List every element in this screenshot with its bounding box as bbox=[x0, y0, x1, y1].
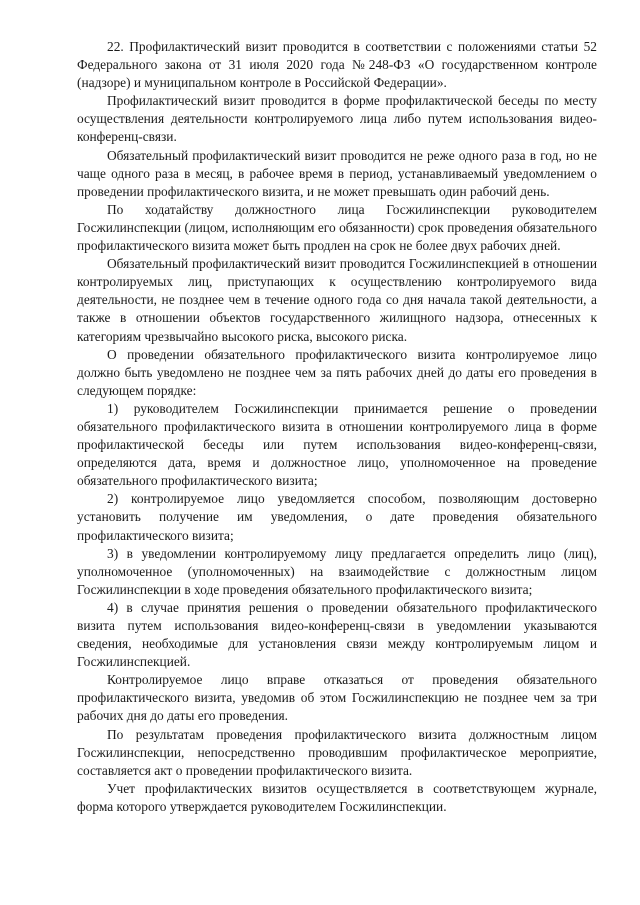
list-item-1: 1) руководителем Госжилинспекции принимается решение о проведении обязательного профилактического визита в отношении контролируемого лица в форме профилактической беседы или путем использования видео-конференц-связи, определяются дата, время и должностное лицо, уполномоченное на проведение обязательного профилактического визита; bbox=[77, 400, 597, 489]
paragraph-visit-form: Профилактический визит проводится в форме профилактической беседы по месту осуществления деятельности контролируемого лица либо путем использования видео-конференц-связи. bbox=[77, 93, 597, 145]
paragraph-journal: Учет профилактических визитов осуществляется в соответствующем журнале, форма которого утверждается руководителем Госжилинспекции. bbox=[77, 780, 597, 814]
paragraph-notification-order: О проведении обязательного профилактического визита контролируемое лицо должно быть уведомлено не позднее чем за пять рабочих дней до даты его проведения в следующем порядке: bbox=[77, 346, 597, 398]
list-item-4: 4) в случае принятия решения о проведении обязательного профилактического визита путем использования видео-конференц-связи в уведомлении указываются сведения, необходимые для установления связи между контролируемым лицом и Госжилинспекцией. bbox=[77, 599, 597, 670]
document-page bbox=[77, 38, 597, 816]
paragraph-extension: По ходатайству должностного лица Госжилинспекции руководителем Госжилинспекции (лицом, исполняющим его обязанности) срок проведения обязательного профилактического визита может быть продлен на срок не более двух рабочих дней. bbox=[77, 201, 597, 254]
paragraph-mandatory-scope: Обязательный профилактический визит проводится Госжилинспекцией в отношении контролируемых лиц, приступающих к осуществлению контролируемого вида деятельности, не позднее чем в течение одного года со дня начала такой деятельности, а также в отношении объектов государственного жилищного надзора, отнесенных к категориям чрезвычайно высокого риска, высокого риска. bbox=[77, 256, 597, 344]
list-item-2: 2) контролируемое лицо уведомляется способом, позволяющим достоверно установить получение им уведомления, о дате проведения обязательного профилактического визита; bbox=[77, 491, 597, 543]
paragraph-refusal: Контролируемое лицо вправе отказаться от проведения обязательного профилактического визита, уведомив об этом Госжилинспекцию не позднее чем за три рабочих дня до даты его проведения. bbox=[77, 672, 597, 724]
paragraph-22-intro: 22. Профилактический визит проводится в соответствии с положениями статьи 52 Федерального закона от 31 июля 2020 года №248-ФЗ «О государственном контроле (надзоре) и муниципальном контроле в Российской Федерации». bbox=[77, 39, 597, 91]
list-item-3: 3) в уведомлении контролируемому лицу предлагается определить лицо (лиц), уполномоченное (уполномоченных) на взаимодействие с должностным лицом Госжилинспекции в ходе проведения обязательного профилактического визита; bbox=[77, 545, 597, 597]
paragraph-mandatory-frequency: Обязательный профилактический визит проводится не реже одного раза в год, но не чаще одного раза в месяц, в рабочее время в период, устанавливаемый уведомлением о проведении профилактического визита, и не может превышать один рабочий день. bbox=[77, 147, 597, 199]
paragraph-act: По результатам проведения профилактического визита должностным лицом Госжилинспекции, непосредственно проводившим профилактическое мероприятие, составляется акт о проведении профилактического визита. bbox=[77, 726, 597, 778]
